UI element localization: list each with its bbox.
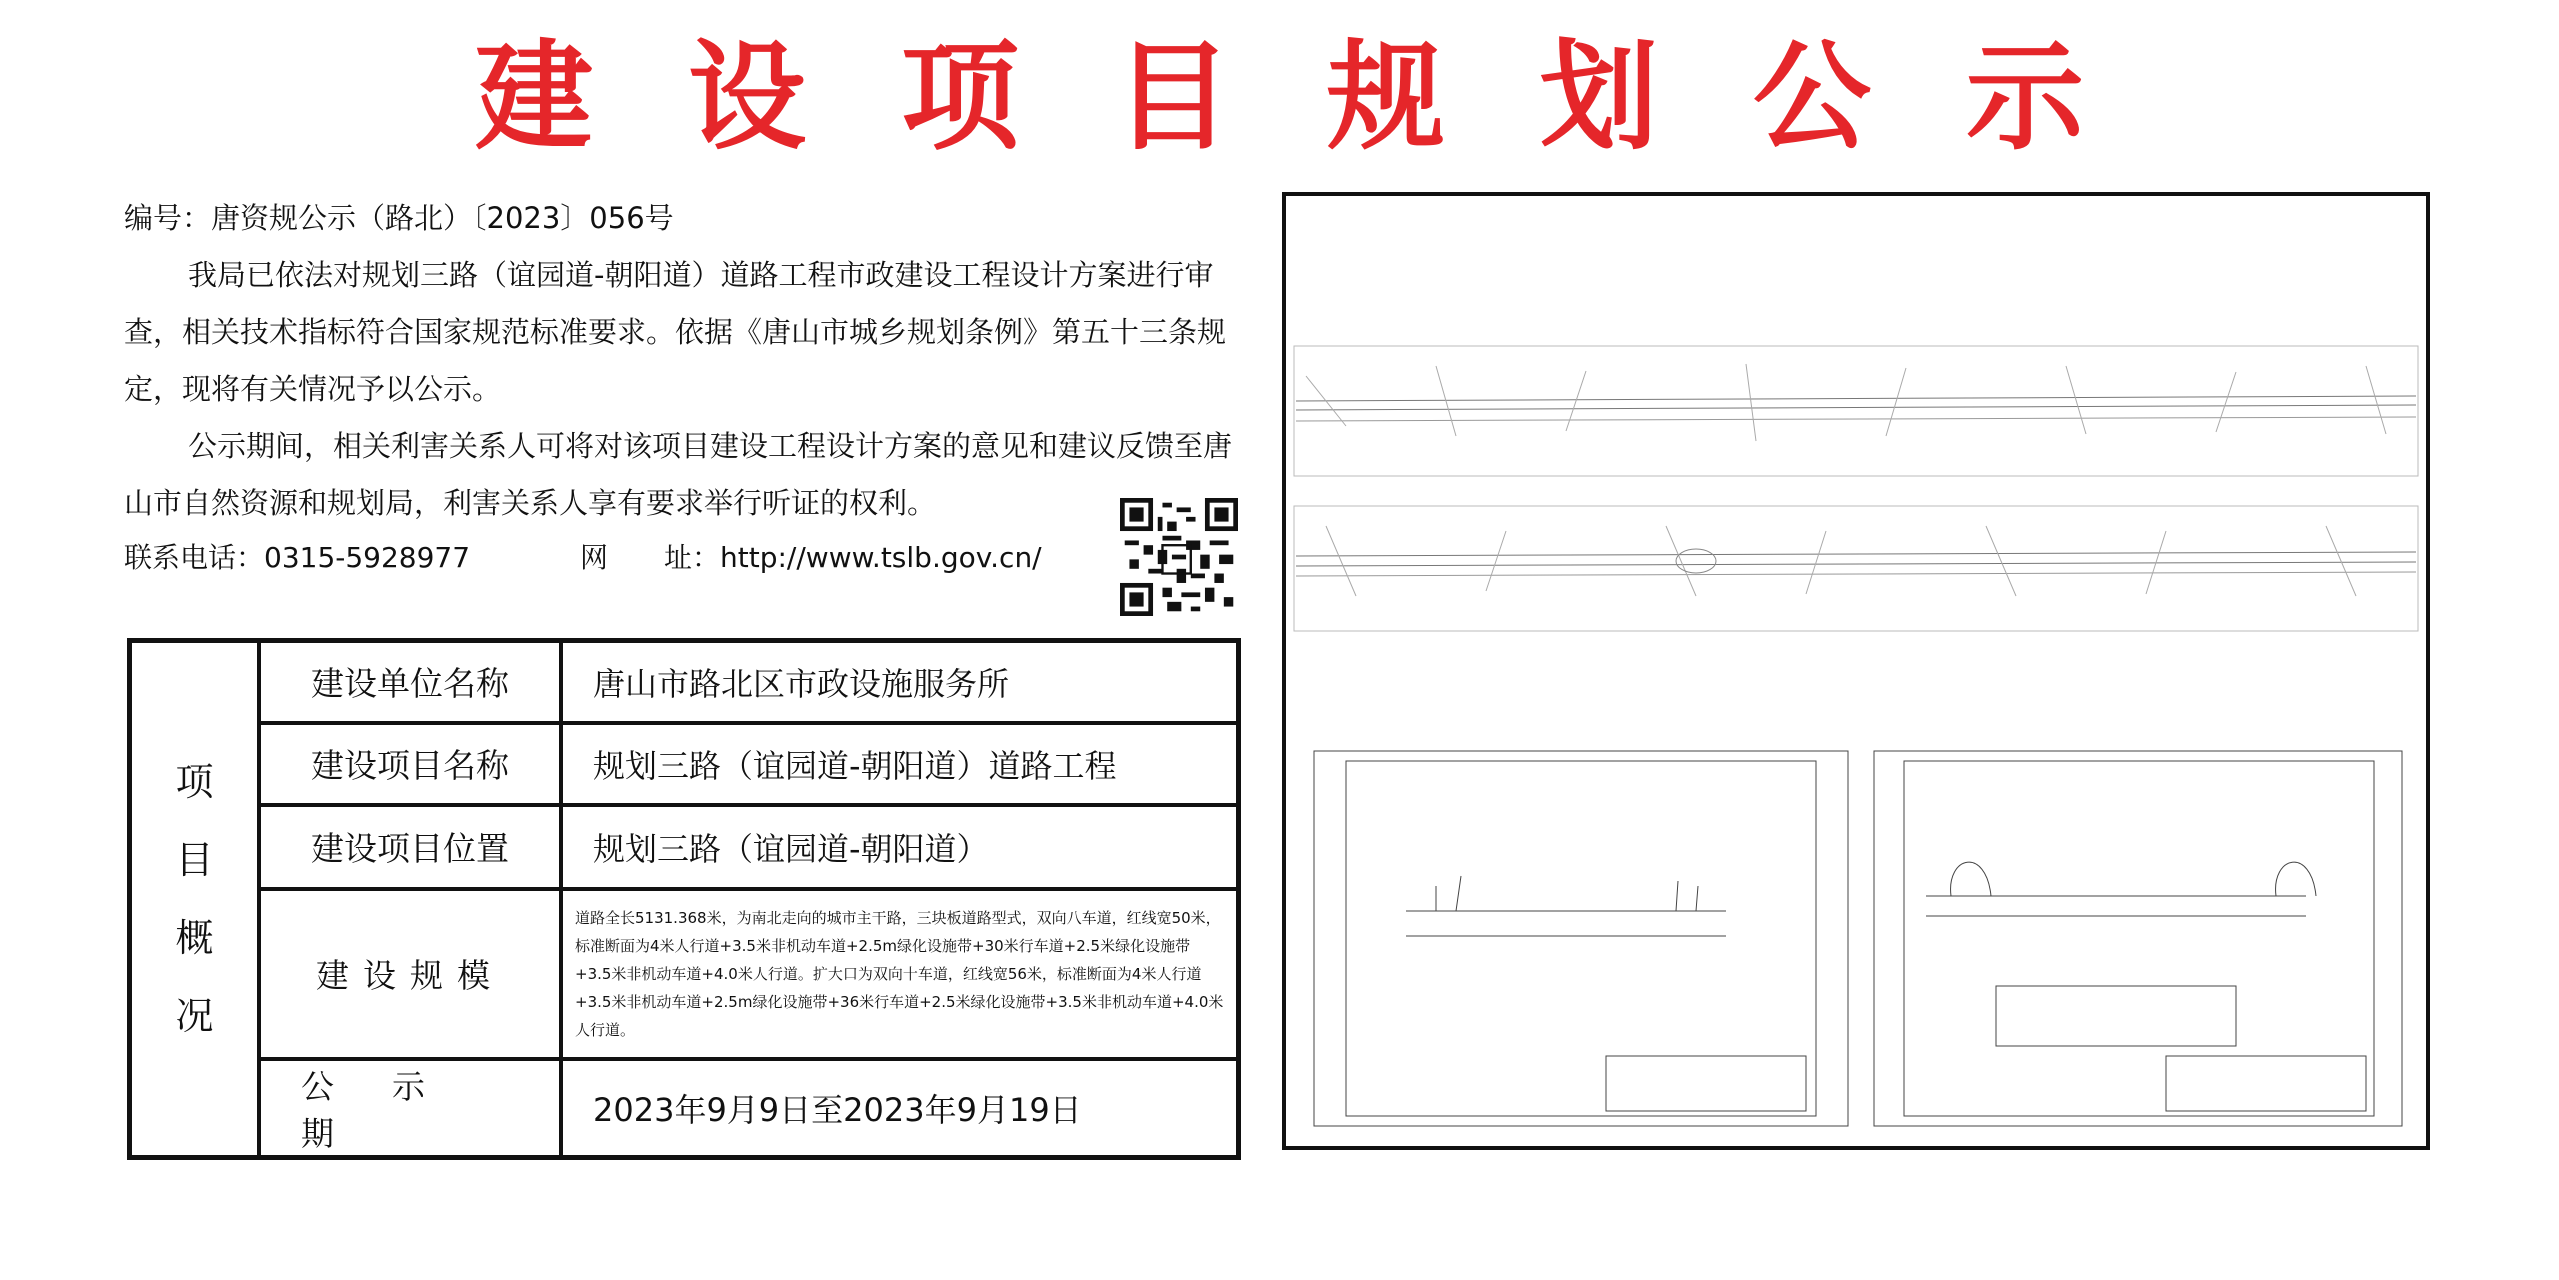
table-row — [130, 889, 1239, 1059]
value-scale: 道路全长5131.368米，为南北走向的城市主干路，三块板道路型式，双向八车道，红线宽50米，标准断面为4米人行道+3.5米非机动车道+2.5m绿化设施带+30米行车道+2.5米绿化设施带+3.5米非机动车道+4.0米人行道。扩大口为双向十车道，红线宽56米，标准断面为4米人行道+3.5米非机动车道+2.5m绿化设施带+36米行车道+2.5米绿化设施带+3.5米非机动车道+4.0米人行道。 — [561, 889, 1239, 1059]
label-scale: 建设规模 — [259, 889, 561, 1059]
label-location: 建设项目位置 — [259, 805, 561, 889]
value-location: 规划三路（谊园道-朝阳道） — [561, 805, 1239, 889]
project-overview-table — [127, 638, 1241, 1160]
value-builder: 唐山市路北区市政设施服务所 — [561, 641, 1239, 723]
qr-code-icon — [1120, 498, 1238, 616]
notice-text — [124, 190, 1244, 532]
website — [580, 536, 1042, 576]
road-plan-drawing — [1286, 196, 2426, 1146]
value-period: 2023年9月9日至2023年9月19日 — [561, 1059, 1239, 1158]
side-label: 项 目 概 况 — [130, 641, 260, 1158]
table-row — [130, 723, 1239, 805]
notice-number: 编号：唐资规公示（路北）〔2023〕056号 — [124, 201, 674, 235]
value-project-name: 规划三路（谊园道-朝阳道）道路工程 — [561, 723, 1239, 805]
page-title: 建设项目规划公示 — [474, 28, 2179, 166]
contact-phone: 联系电话：0315-5928977 — [124, 541, 471, 574]
label-builder: 建设单位名称 — [259, 641, 561, 723]
table-row — [130, 641, 1239, 723]
label-project-name: 建设项目名称 — [259, 723, 561, 805]
notice-paragraph-1: 我局已依法对规划三路（谊园道-朝阳道）道路工程市政建设工程设计方案进行审查，相关技术指标符合国家规范标准要求。依据《唐山市城乡规划条例》第五十三条规定，现将有关情况予以公示。 — [124, 258, 1227, 406]
table-row — [130, 805, 1239, 889]
table-row — [130, 1059, 1239, 1158]
notice-paragraph-2: 公示期间，相关利害关系人可将对该项目建设工程设计方案的意见和建议反馈至唐山市自然资源和规划局，利害关系人享有要求举行听证的权利。 — [124, 429, 1233, 520]
website-link[interactable]: http://www.tslb.gov.cn/ — [720, 541, 1042, 574]
website-label: 网 址： — [580, 541, 721, 574]
label-period: 公示期 — [259, 1059, 561, 1158]
design-drawing-panel — [1282, 192, 2430, 1150]
